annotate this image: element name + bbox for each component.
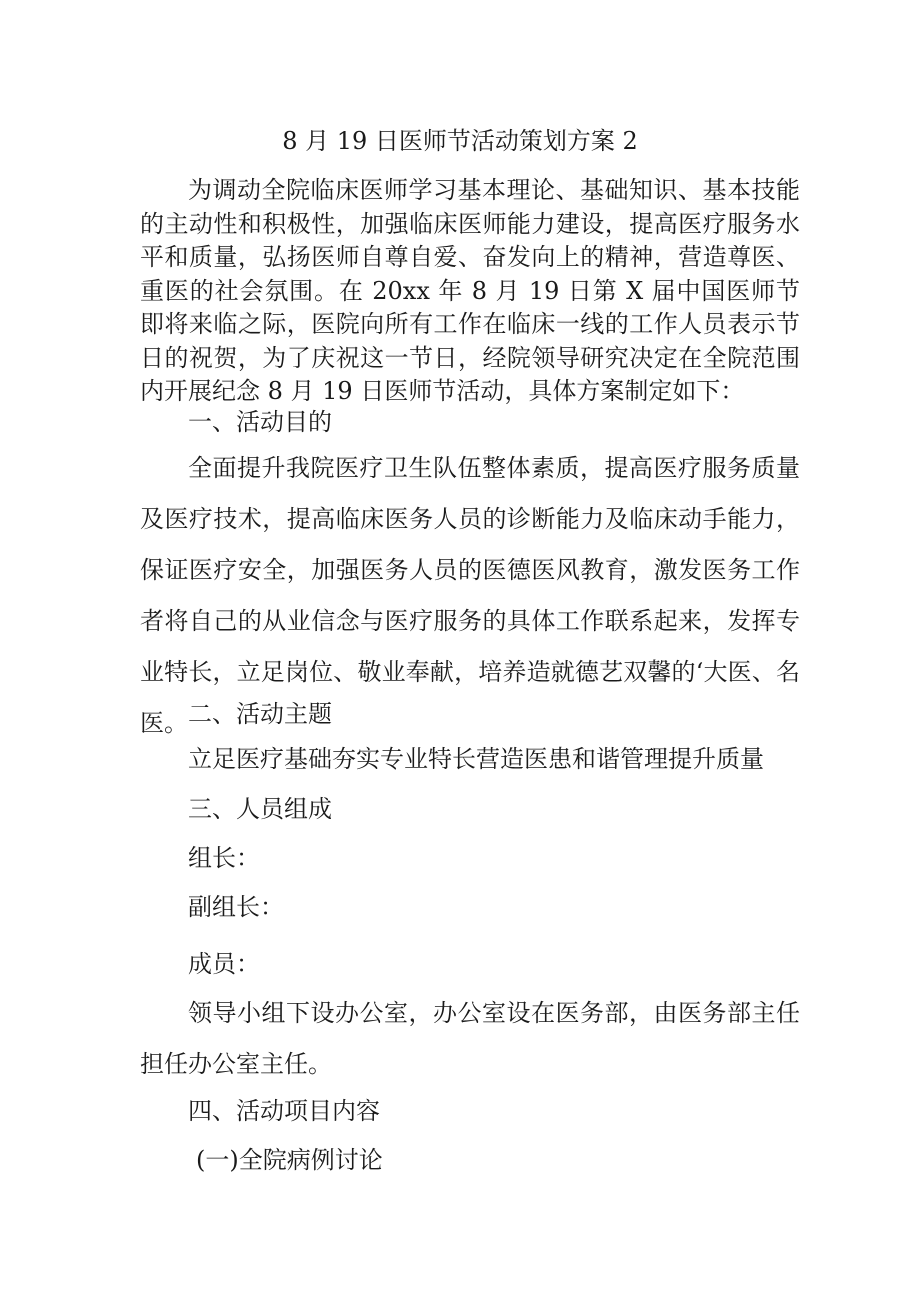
section-1-heading: 一、活动目的: [188, 408, 332, 436]
document-title: 8 月 19 日医师节活动策划方案 2: [282, 127, 638, 155]
office-paragraph: 领导小组下设办公室，办公室设在医务部，由医务部主任担任办公室主任。: [140, 999, 800, 1078]
section-1-body: 全面提升我院医疗卫生队伍整体素质，提高医疗服务质量及医疗技术，提高临床医务人员的诊断能力及临床动手能力，保证医疗安全，加强医务人员的医德医风教育，激发医务工作者将自己的从业信念与医疗服务的具体工作联系起来，发挥专业特长，立足岗位、敬业奉献，培养造就德艺双馨的‘大医、名医。: [140, 454, 800, 737]
leader-line: 组长：: [188, 844, 260, 872]
intro-paragraph: 为调动全院临床医师学习基本理论、基础知识、基本技能的主动性和积极性，加强临床医师能力建设，提高医疗服务水平和质量，弘扬医师自尊自爱、奋发向上的精神，营造尊医、重医的社会氛围。在 20xx 年 8 月 19 日第 X 届中国医师节即将来临之际，医院向所有工作在临床一线的工作人员表示节日的祝贺，为了庆祝这一节日，经院领导研究决定在全院范围内开展纪念 8 月 19 日医师节活动，具体方案制定如下：: [140, 176, 800, 405]
section-3-heading: 三、人员组成: [188, 795, 332, 823]
subsection-1-heading: (一)全院病例讨论: [196, 1146, 383, 1174]
section-4-heading: 四、活动项目内容: [188, 1097, 380, 1125]
section-2-body: 立足医疗基础夯实专业特长营造医患和谐管理提升质量: [188, 745, 764, 773]
deputy-leader-line: 副组长：: [188, 893, 284, 921]
members-line: 成员：: [188, 950, 260, 978]
section-2-heading: 二、活动主题: [188, 700, 332, 728]
